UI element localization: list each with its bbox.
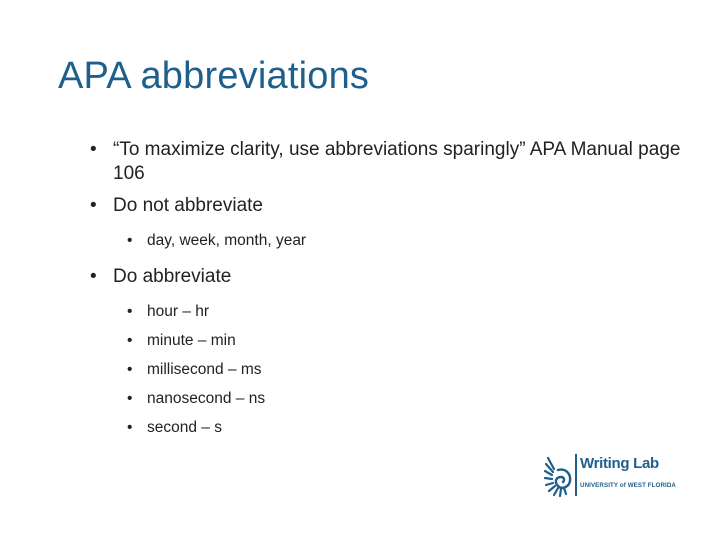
bullet-item — [90, 138, 690, 186]
bullet-marker: • — [127, 361, 133, 378]
nautilus-icon — [544, 452, 578, 498]
bullet-marker: • — [90, 195, 97, 216]
sub-bullet-list — [90, 297, 690, 442]
bullet-marker: • — [127, 332, 133, 349]
bullet-marker: • — [127, 232, 133, 249]
bullet-text: Do abbreviate — [113, 266, 232, 287]
sub-bullet-text: second – s — [147, 419, 222, 436]
bullet-marker: • — [90, 139, 97, 160]
slide-body — [90, 138, 690, 452]
sub-bullet-text: day, week, month, year — [147, 232, 307, 249]
sub-bullet-item — [90, 413, 690, 442]
sub-bullet-item — [90, 297, 690, 326]
sub-bullet-list — [90, 226, 690, 255]
bullet-marker: • — [127, 390, 133, 407]
bullet-marker: • — [127, 419, 133, 436]
sub-bullet-text: millisecond – ms — [147, 361, 262, 378]
sub-bullet-text: hour – hr — [147, 303, 210, 320]
writing-lab-logo — [544, 452, 676, 498]
sub-bullet-item — [90, 226, 690, 255]
bullet-text: “To maximize clarity, use abbreviations sparingly” APA Manual page 106 — [113, 139, 681, 184]
bullet-marker: • — [127, 303, 133, 320]
sub-bullet-item — [90, 326, 690, 355]
logo-subtitle: UNIVERSITY of WEST FLORIDA — [580, 482, 676, 489]
sub-bullet-item — [90, 355, 690, 384]
sub-bullet-item — [90, 384, 690, 413]
logo-name: Writing Lab — [580, 455, 659, 472]
bullet-text: Do not abbreviate — [113, 195, 263, 216]
bullet-item — [90, 265, 690, 289]
slide-title: APA abbreviations — [58, 55, 370, 97]
bullet-item — [90, 194, 690, 218]
bullet-marker: • — [90, 266, 97, 287]
sub-bullet-text: minute – min — [147, 332, 236, 349]
sub-bullet-text: nanosecond – ns — [147, 390, 266, 407]
